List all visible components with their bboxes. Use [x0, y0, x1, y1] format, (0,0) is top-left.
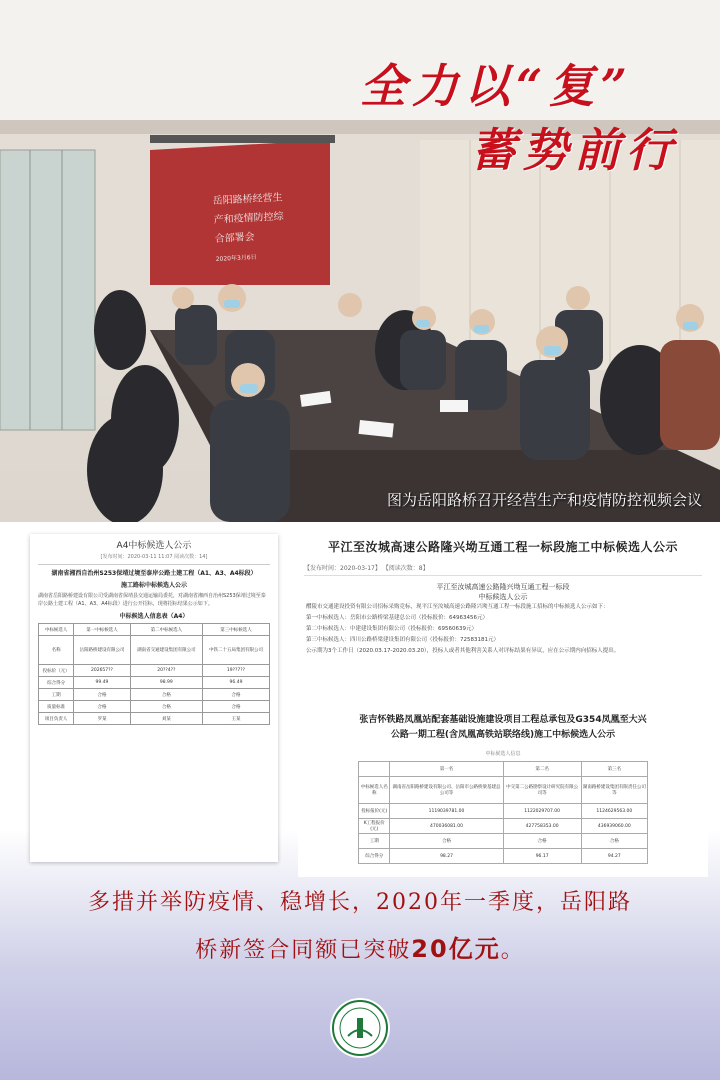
- doc-c-table-cell: 工期: [359, 834, 390, 849]
- doc-a-table-cell: 工期: [39, 689, 74, 701]
- doc-a-table-cell: 第一中标候选人: [74, 624, 130, 636]
- doc-c-table-cell: 436939060.00: [581, 819, 647, 834]
- doc-a-table-cell: 投标价（元）: [39, 665, 74, 677]
- doc-c-table-cell: 投标报价(元): [359, 804, 390, 819]
- doc-a-subheading: 施工路标中标候选人公示: [120, 582, 187, 589]
- doc-c-table-cell: 第二名: [503, 762, 581, 777]
- doc-a-table-cell: 99.49: [74, 677, 130, 689]
- divider: [38, 564, 270, 565]
- doc-a-table-cell: 第二中标候选人: [130, 624, 202, 636]
- doc-a-table-row: [39, 665, 270, 677]
- doc-a-table-cell: 综合得分: [39, 677, 74, 689]
- documents-section: [0, 522, 720, 1080]
- doc-a-table-row: [39, 636, 270, 665]
- doc-a-table-cell: 合格: [74, 689, 130, 701]
- doc-b-meta: 【发布时间：2020-03-17】 【阅读次数：8】: [304, 563, 702, 576]
- doc-a-table-cell: 罗某: [74, 713, 130, 725]
- doc-c-table-cell: [359, 762, 390, 777]
- doc-a-table-cell: 合格: [202, 689, 269, 701]
- doc-a-table: [38, 623, 270, 725]
- doc-a-table-cell: 96.49: [202, 677, 269, 689]
- doc-a-table-cell: 王某: [202, 713, 269, 725]
- doc-b-title: 平江至汝城高速公路隆兴坳互通工程一标段施工中标候选人公示: [327, 540, 678, 554]
- screen-title: [212, 188, 292, 262]
- summary-line-2-prefix: 桥新签合同额已突破: [195, 938, 412, 963]
- doc-a-heading: 湖南省湘西自治州S253保靖过境至泰岸公路土建工程（A1、A3、A4标段）: [51, 570, 257, 577]
- doc-c-table: [358, 761, 648, 864]
- doc-a-table-cell: 中标候选人: [39, 624, 74, 636]
- doc-a-table-cell: 第三中标候选人: [202, 624, 269, 636]
- slogan-line-2: 蓄势前行: [470, 123, 678, 177]
- doc-c-table-cell: 第一名: [390, 762, 503, 777]
- doc-c-table-row: [359, 804, 648, 819]
- doc-c-table-cell: 湖南路桥建设集团有限责任公司等: [581, 777, 647, 804]
- doc-c-table-row: [359, 849, 648, 864]
- doc-c-table-title: 中标候选人信息: [485, 751, 521, 757]
- doc-a-table-row: [39, 677, 270, 689]
- doc-a-table-row: [39, 701, 270, 713]
- doc-a-table-cell: 合格: [130, 689, 202, 701]
- doc-a-table-cell: 合格: [202, 701, 269, 713]
- doc-a-meta: [发布时间：2020-03-11 11:07 阅读次数：14]: [100, 554, 208, 560]
- doc-a-table-cell: 19??7??: [202, 665, 269, 677]
- doc-c-table-cell: 96.17: [503, 849, 581, 864]
- company-logo: [332, 1000, 388, 1056]
- doc-a-table-cell: 合格: [130, 701, 202, 713]
- doc-c-table-cell: 合格: [581, 834, 647, 849]
- doc-a-table-cell: 合格: [74, 701, 130, 713]
- doc-c-table-cell: 合格: [390, 834, 503, 849]
- summary-line-2-suffix: 。: [500, 938, 525, 963]
- doc-a-table-cell: 202657??: [74, 665, 130, 677]
- doc-a-body: 湖南省岳阳路桥建设有限公司受湖南省保靖县交通运输局委托，对湖南省湘西自治州S253保靖过境至泰岸公路土建工程（A1、A3、A4标段）进行公开招标，现将招标结果公示如下。: [38, 593, 266, 607]
- summary-line-1: 多措并举防疫情、稳增长，2020年一季度，岳阳路: [88, 890, 632, 915]
- screen-title-text: 岳阳路桥经营生产和疫情防控综合部署会: [212, 192, 284, 245]
- doc-c-table-cell: 中标候选人名称: [359, 777, 390, 804]
- doc-a-table-cell: 刘某: [130, 713, 202, 725]
- bid-notice-zhangjihuai: [298, 712, 708, 877]
- doc-a-title: A4中标候选人公示: [116, 541, 192, 551]
- doc-a-table-row: [39, 713, 270, 725]
- slogan-line-1: 全力以“复”: [360, 59, 633, 113]
- doc-b-intro: 醴陵市交通建设投资有限公司招标采购竞标，现平江至汝城高速公路隆兴坳互通工程一标段施工招标的中标候选人公示如下：: [306, 604, 609, 610]
- doc-a-table-row: [39, 624, 270, 636]
- meeting-photo: [0, 0, 720, 522]
- doc-c-table-cell: 427758353.00: [503, 819, 581, 834]
- doc-b-subtitle-1: 平江至汝城高速公路隆兴坳互通工程一标段: [436, 583, 570, 591]
- doc-a-table-row: [39, 689, 270, 701]
- photo-caption: 图为岳阳路桥召开经营生产和疫情防控视频会议: [386, 491, 702, 509]
- doc-b-subtitle-2: 中标候选人公示: [478, 593, 528, 601]
- doc-c-table-cell: 1122029707.00: [503, 804, 581, 819]
- doc-c-table-row: [359, 834, 648, 849]
- doc-a-table-cell: 中铁二十五局集团有限公司: [202, 636, 269, 665]
- doc-c-table-cell: 470036081.00: [390, 819, 503, 834]
- doc-c-table-cell: 94.27: [581, 849, 647, 864]
- logo-emblem-icon: [334, 1002, 386, 1054]
- doc-b-period: 公示期为3个工作日（2020.03.17-2020.03.20），投标人或者其他利害关系人对评标结果有异议，应在公示期内向招标人提出。: [306, 648, 620, 654]
- summary-text: [0, 880, 720, 974]
- doc-c-table-cell: 1119039781.00: [390, 804, 503, 819]
- doc-c-table-cell: 1124629563.00: [581, 804, 647, 819]
- bid-notice-a4: [30, 534, 278, 862]
- doc-c-table-row: [359, 819, 648, 834]
- doc-c-table-cell: 综合得分: [359, 849, 390, 864]
- doc-c-table-cell: K工程报价(元): [359, 819, 390, 834]
- doc-a-table-cell: 质量标准: [39, 701, 74, 713]
- doc-c-table-cell: 湖南省岳阳路桥建设有限公司、岳阳市公路桥梁基建总公司等: [390, 777, 503, 804]
- doc-a-table-cell: 20??4??: [130, 665, 202, 677]
- screen-date: 2020年3月6日: [215, 253, 257, 263]
- doc-b-candidate-1: 第一中标候选人：岳阳市公路桥梁基建总公司（投标报价：64963456元）: [306, 615, 488, 621]
- doc-c-table-cell: 中交第二公路勘察设计研究院有限公司等: [503, 777, 581, 804]
- doc-c-table-row: [359, 777, 648, 804]
- doc-a-table-cell: 湖南省交通建设集团有限公司: [130, 636, 202, 665]
- doc-a-table-cell: 项目负责人: [39, 713, 74, 725]
- doc-b-candidate-2: 第二中标候选人：中建建设集团有限公司（投标报价：69560639元）: [306, 626, 477, 632]
- doc-a-table-cell: 名称: [39, 636, 74, 665]
- doc-c-table-cell: 第三名: [581, 762, 647, 777]
- summary-amount: 20亿元: [411, 935, 501, 963]
- doc-c-title-2: 公路一期工程(含凤凰高铁站联络线)施工中标候选人公示: [390, 730, 616, 740]
- doc-c-table-row: [359, 762, 648, 777]
- doc-c-table-cell: 98.27: [390, 849, 503, 864]
- doc-b-candidate-3: 第三中标候选人：四川公路桥梁建设集团有限公司（投标报价：72583181元）: [306, 637, 499, 643]
- summary-line-2: [0, 926, 720, 974]
- doc-a-table-cell: 98.99: [130, 677, 202, 689]
- doc-c-title-1: 张吉怀铁路凤凰站配套基础设施建设项目工程总承包及G354凤凰至大兴: [359, 715, 647, 725]
- doc-a-table-cell: 岳阳路桥建设有限公司: [74, 636, 130, 665]
- doc-c-table-cell: 合格: [503, 834, 581, 849]
- doc-a-table-title: 中标候选人信息表（A4）: [119, 613, 189, 620]
- bid-notice-pingru: [298, 532, 708, 704]
